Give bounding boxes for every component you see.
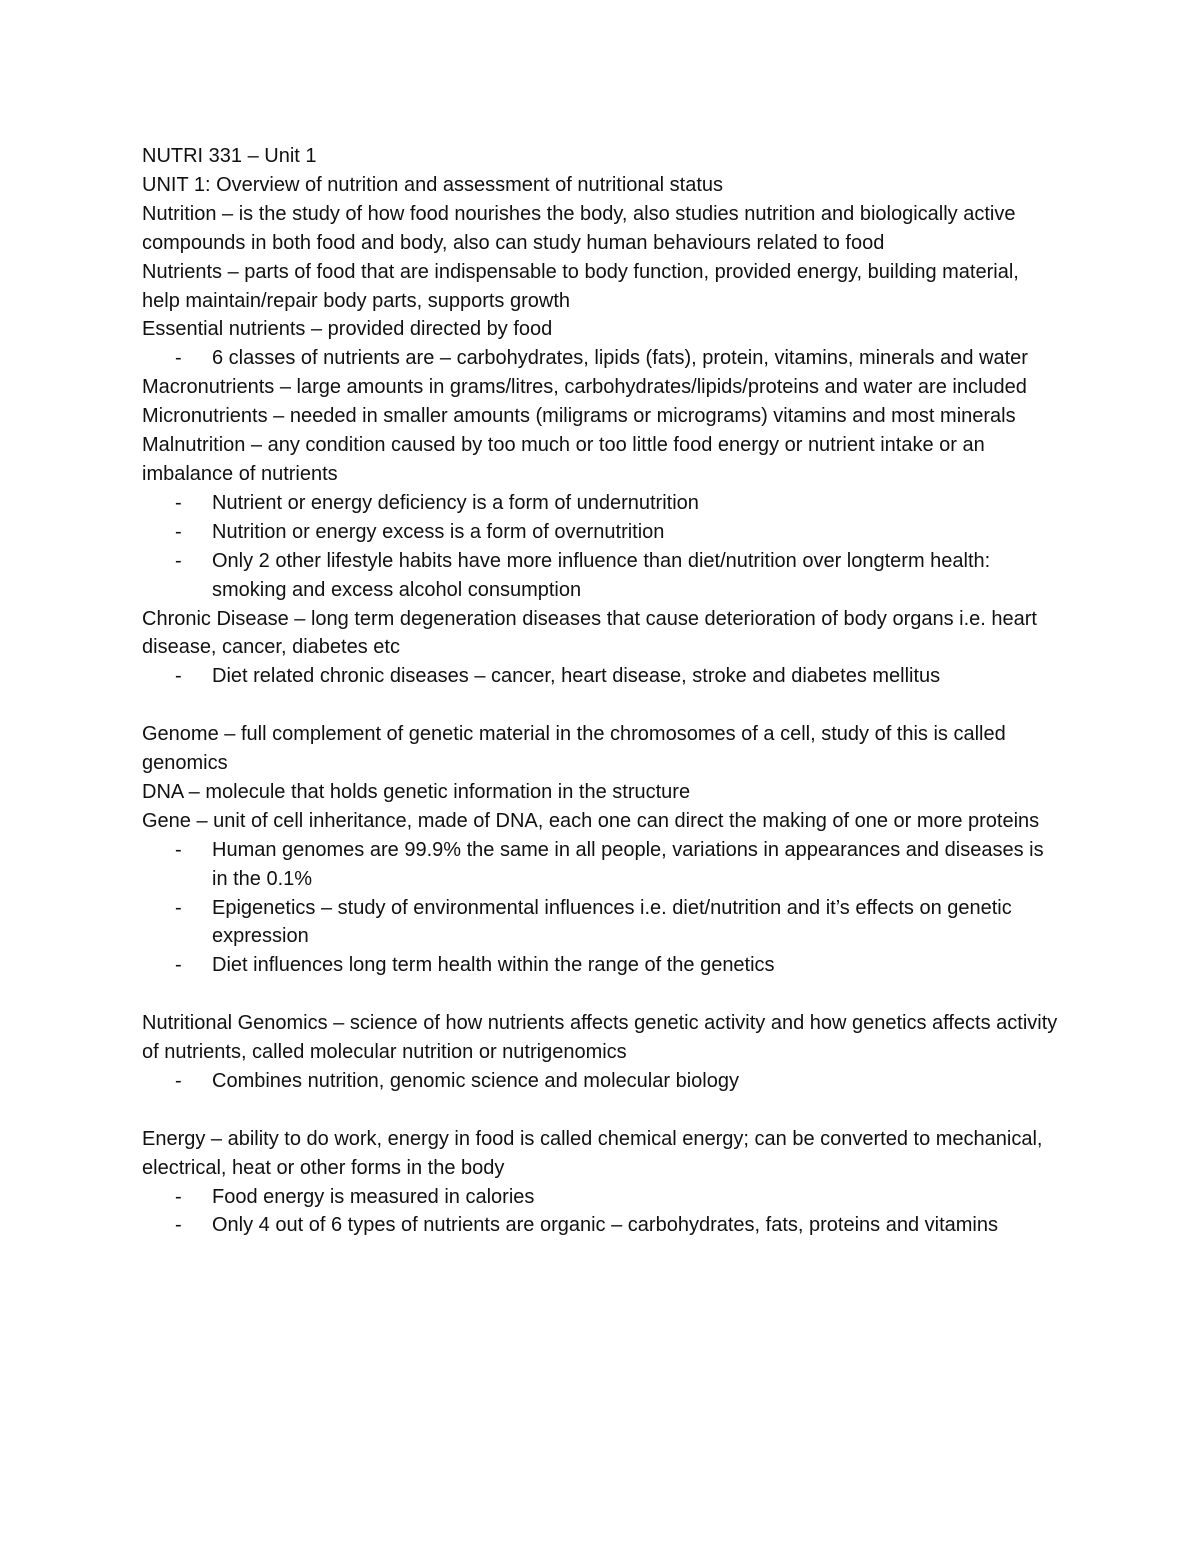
definition-nutrition: Nutrition – is the study of how food nourishes the body, also studies nutrition and biologically active compounds in both food and body, also can study human behaviours related to food <box>142 202 1016 254</box>
bullet-marker: - <box>175 1214 182 1237</box>
definition-malnutrition: Malnutrition – any condition caused by too much or too little food energy or nutrient intake or an imbalance of nutrients <box>142 434 985 485</box>
definition-energy: Energy – ability to do work, energy in food is called chemical energy; can be converted to mechanical, electrical, heat or other forms in the body <box>142 1127 1043 1179</box>
definition-essential-nutrients: Essential nutrients – provided directed by food <box>142 318 553 341</box>
paragraph-spacer <box>142 1096 1062 1125</box>
definition-gene: Gene – unit of cell inheritance, made of DNA, each one can direct the making of one or more proteins <box>142 809 1040 832</box>
bullet-item <box>142 951 1062 980</box>
definition-nutritional-genomics: Nutritional Genomics – science of how nutrients affects genetic activity and how genetics affects activity of nutrients, called molecular nutrition or nutrigenomics <box>142 1012 1058 1064</box>
definition-dna: DNA – molecule that holds genetic information in the structure <box>142 780 691 803</box>
bullet-item <box>142 836 1062 894</box>
bullet-text: 6 classes of nutrients are – carbohydrates, lipids (fats), protein, vitamins, minerals and water <box>212 347 1028 370</box>
definition-macronutrients: Macronutrients – large amounts in grams/litres, carbohydrates/lipids/proteins and water are included <box>142 376 1027 399</box>
bullet-text: Combines nutrition, genomic science and molecular biology <box>212 1069 739 1092</box>
bullet-marker: - <box>175 347 182 370</box>
bullet-item <box>142 894 1062 952</box>
bullet-text: Food energy is measured in calories <box>212 1185 535 1208</box>
bullet-marker: - <box>175 549 182 572</box>
bullet-text: Nutrient or energy deficiency is a form of undernutrition <box>212 491 699 514</box>
bullet-item <box>142 344 1062 373</box>
bullet-marker: - <box>175 665 182 688</box>
bullet-item <box>142 1183 1062 1212</box>
bullet-item <box>142 1067 1062 1096</box>
bullet-text: Epigenetics – study of environmental influences i.e. diet/nutrition and it’s effects on genetic expression <box>212 896 1012 948</box>
unit-title: UNIT 1: Overview of nutrition and assessment of nutritional status <box>142 173 724 196</box>
definition-nutrients: Nutrients – parts of food that are indispensable to body function, provided energy, building material, help maintain/repair body parts, supports growth <box>142 260 1019 312</box>
bullet-item <box>142 1211 1062 1240</box>
bullet-marker: - <box>175 520 182 543</box>
bullet-item <box>142 489 1062 518</box>
bullet-text: Nutrition or energy excess is a form of overnutrition <box>212 520 665 543</box>
bullet-text: Human genomes are 99.9% the same in all people, variations in appearances and diseases is in the 0.1% <box>212 838 1044 890</box>
bullet-marker: - <box>175 491 182 514</box>
document-page <box>142 142 1062 1240</box>
bullet-marker: - <box>175 896 182 919</box>
definition-chronic-disease: Chronic Disease – long term degeneration diseases that cause deterioration of body organs i.e. heart disease, cancer, diabetes etc <box>142 607 1037 659</box>
bullet-marker: - <box>175 1185 182 1208</box>
bullet-item <box>142 547 1062 605</box>
bullet-item <box>142 518 1062 547</box>
paragraph-spacer <box>142 691 1062 720</box>
definition-genome: Genome – full complement of genetic material in the chromosomes of a cell, study of this is called genomics <box>142 723 1006 775</box>
bullet-item <box>142 662 1062 691</box>
bullet-text: Only 2 other lifestyle habits have more influence than diet/nutrition over longterm health: smoking and excess alcohol consumption <box>212 549 991 601</box>
bullet-text: Diet related chronic diseases – cancer, heart disease, stroke and diabetes mellitus <box>212 665 941 688</box>
bullet-marker: - <box>175 1069 182 1092</box>
bullet-marker: - <box>175 838 182 861</box>
definition-micronutrients: Micronutrients – needed in smaller amounts (miligrams or micrograms) vitamins and most minerals <box>142 405 1016 428</box>
bullet-marker: - <box>175 954 182 977</box>
bullet-text: Only 4 out of 6 types of nutrients are organic – carbohydrates, fats, proteins and vitamins <box>212 1214 998 1237</box>
paragraph-spacer <box>142 980 1062 1009</box>
document-header: NUTRI 331 – Unit 1 <box>142 145 317 167</box>
bullet-text: Diet influences long term health within the range of the genetics <box>212 954 775 977</box>
